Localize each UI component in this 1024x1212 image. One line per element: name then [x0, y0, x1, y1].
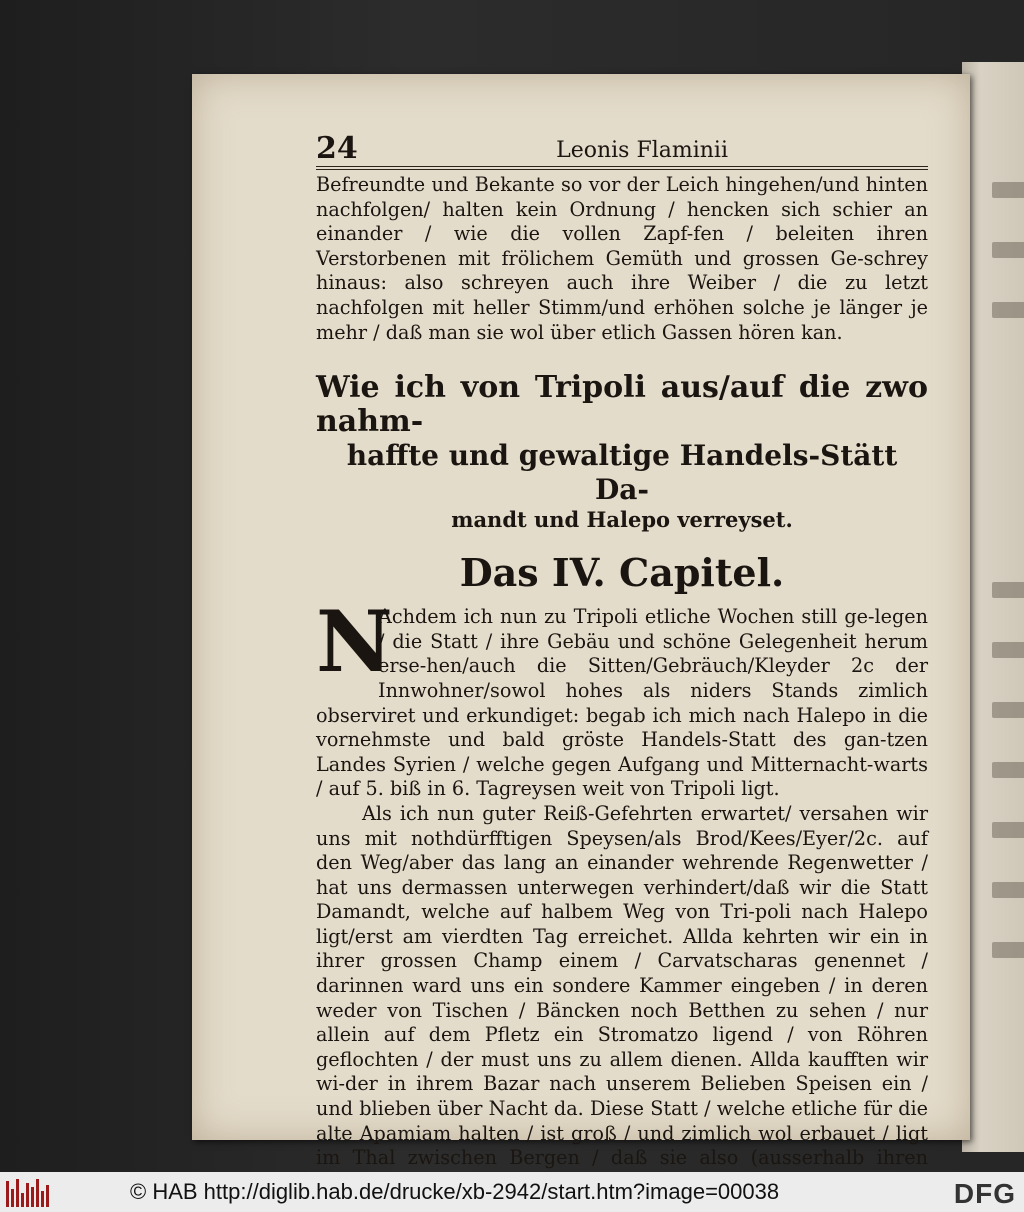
chapter-title: Das IV. Capitel.	[459, 550, 785, 596]
heading-line-1: Wie ich von Tripoli aus/auf die zwo nahm-	[316, 370, 928, 440]
drop-cap: N	[316, 592, 393, 692]
facing-page-edge	[962, 62, 1024, 1152]
hab-logo-icon	[6, 1177, 50, 1207]
paragraph-top: Befreundte und Bekante so vor der Leich hingehen/und hinten nachfolgen/ halten kein Ordnung / hencken sich schier an einander / wie die vollen Zapf-fen / beleiten ihren Verstorbenen mit frölichem Gemüth und grossen Ge-schrey hinaus: also schreyen auch ihre Weiber / die zu letzt nachfolgen mit heller Stimm/und erhöhen solche je länger je mehr / daß man sie wol über etlich Gassen hören kan.	[316, 173, 928, 344]
section-heading	[316, 371, 928, 533]
running-title: Leonis Flaminii	[556, 138, 728, 163]
paragraph-1: Achdem ich nun zu Tripoli etliche Wochen still ge-legen / die Statt / ihre Gebäu und schöne Gelegenheit herum erse-hen/auch die Sitten/Gebräuch/Kleyder 2c der Innwohner/sowol hohes als niders Stands zimlich observiret und erkundiget: begab ich mich nach Halepo in die vornehmste und bald gröste Handels-Statt des gan-tzen Landes Syrien / welche gegen Aufgang und Mitternacht-warts / auf 5. biß in 6. Tagreysen weit von Tripoli ligt.	[316, 605, 928, 801]
page-header	[316, 130, 928, 170]
page-content	[316, 130, 928, 1172]
chapter-body	[316, 592, 928, 1172]
dfg-logo: DFG	[953, 1178, 1016, 1209]
paragraph-2: Als ich nun guter Reiß-Gefehrten erwartet/ versahen wir uns mit nothdürfftigen Speysen/als Brod/Kees/Eyer/2c. auf den Weg/aber das lang an einander wehrende Regenwetter / hat uns dermassen unterwegen verhindert/daß wir die Statt Damandt, welche auf halbem Weg von Tri-poli nach Halepo ligt/erst am vierdten Tag erreichet. Allda kehrten wir ein in ihrer grossen Champ einem / Carvatscharas genennet / darinnen ward uns ein sondere Kammer eingeben / in deren weder von Tischen / Bäncken noch Betthen zu sehen / nur allein auf dem Pfletz ein Stromatzo ligend / von Röhren geflochten / der must uns zu allem dienen. Allda kaufften wir wi-der in ihrem Bazar nach unserem Belieben Speisen ein / und blieben über Nacht da. Diese Statt / welche etliche für die alte Apamiam halten / ist groß / und zimlich wol erbauet / ligt im Thal zwischen Bergen / daß sie also (ausserhalb ihren	[316, 801, 928, 1170]
footer-bar	[0, 1172, 1024, 1212]
page-number: 24	[316, 131, 358, 166]
copyright-link[interactable]: © HAB http://diglib.hab.de/drucke/xb-2942/start.htm?image=00038	[130, 1179, 780, 1204]
heading-line-3: mandt und Halepo verreyset.	[451, 507, 793, 533]
heading-line-2: haffte und gewaltige Handels-Stätt Da-	[346, 439, 898, 507]
